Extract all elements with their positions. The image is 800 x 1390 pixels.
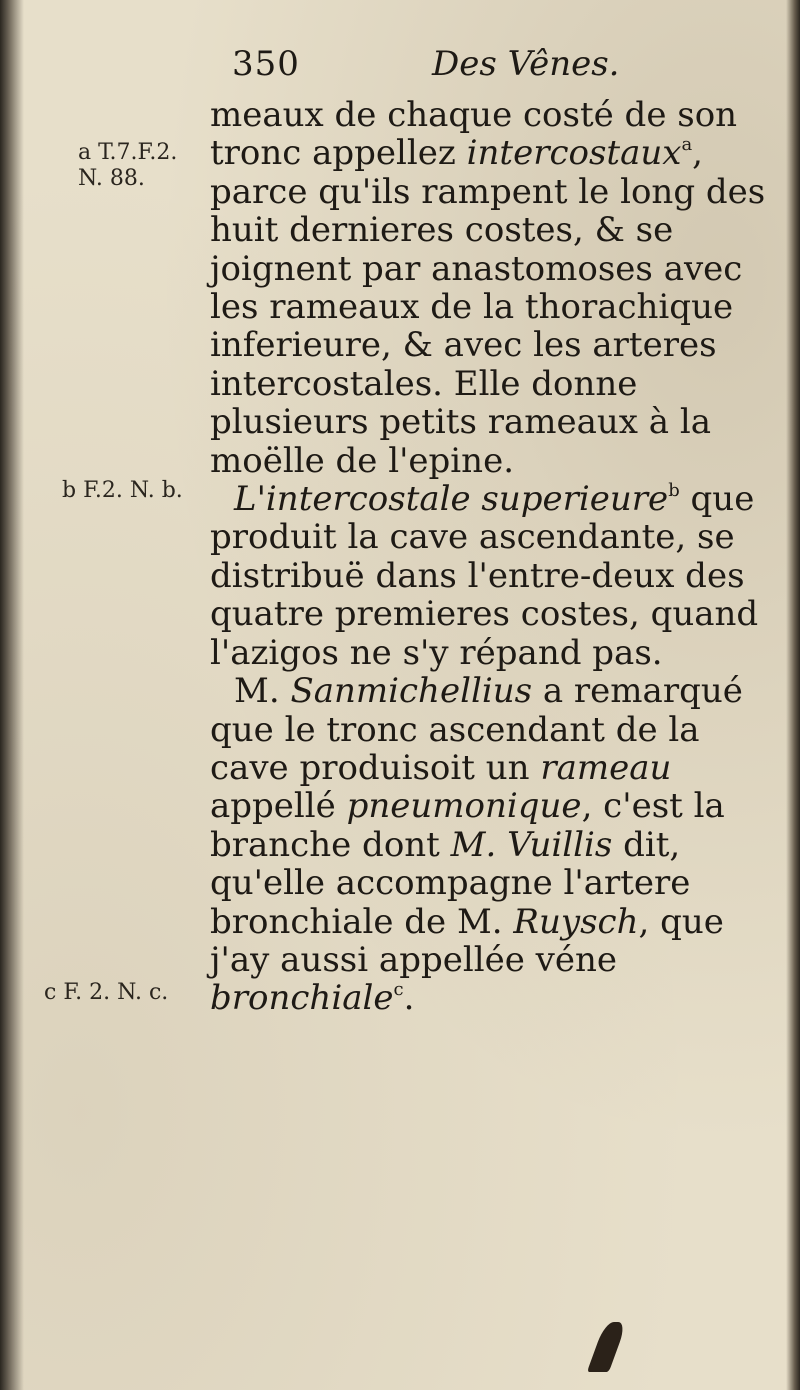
margin-note-c: c F. 2. N. c. xyxy=(44,980,169,1005)
page-binding-shadow-left xyxy=(0,0,24,1390)
page-header xyxy=(232,44,752,94)
margin-note-a: a T.7.F.2. N. 88. xyxy=(78,140,178,191)
paragraph-2: L'intercostale superieure$^b$ que produit la cave ascendante, se distribuë dans l'entre-deux des quatre premieres costes, quand l'azigos ne s'y répand pas. xyxy=(210,479,759,673)
ink-blot-mark xyxy=(587,1322,627,1372)
footnote-ref-c: c xyxy=(393,979,404,1001)
paragraph-1: meaux de chaque costé de son tronc appellez intercostaux$^a$, parce qu'ils rampent le long des huit dernieres costes, & se joignent par anastomoses avec les rameaux de la thorachique inferieure, & avec les arteres intercostales. Elle donne plusieurs petits rameaux à la moëlle de l'epine. xyxy=(210,95,766,481)
page-edge-shadow-right xyxy=(786,0,800,1390)
page-number: 350 xyxy=(232,44,300,84)
footnote-ref-a: a xyxy=(681,134,693,156)
paragraph-3: M. Sanmichellius a remarqué que le tronc ascendant de la cave produisoit un rameau appellé pneumonique, c'est la branche dont M. Vuillis dit, qu'elle accompagne l'artere bronchiale de M. Ruysch, que j'ay aussi appellée véne bronchiale$^c$. xyxy=(210,671,743,1019)
body-text xyxy=(210,96,770,1018)
footnote-ref-b: b xyxy=(668,480,680,502)
margin-note-b: b F.2. N. b. xyxy=(62,478,183,503)
running-title: Des Vênes. xyxy=(432,44,620,84)
